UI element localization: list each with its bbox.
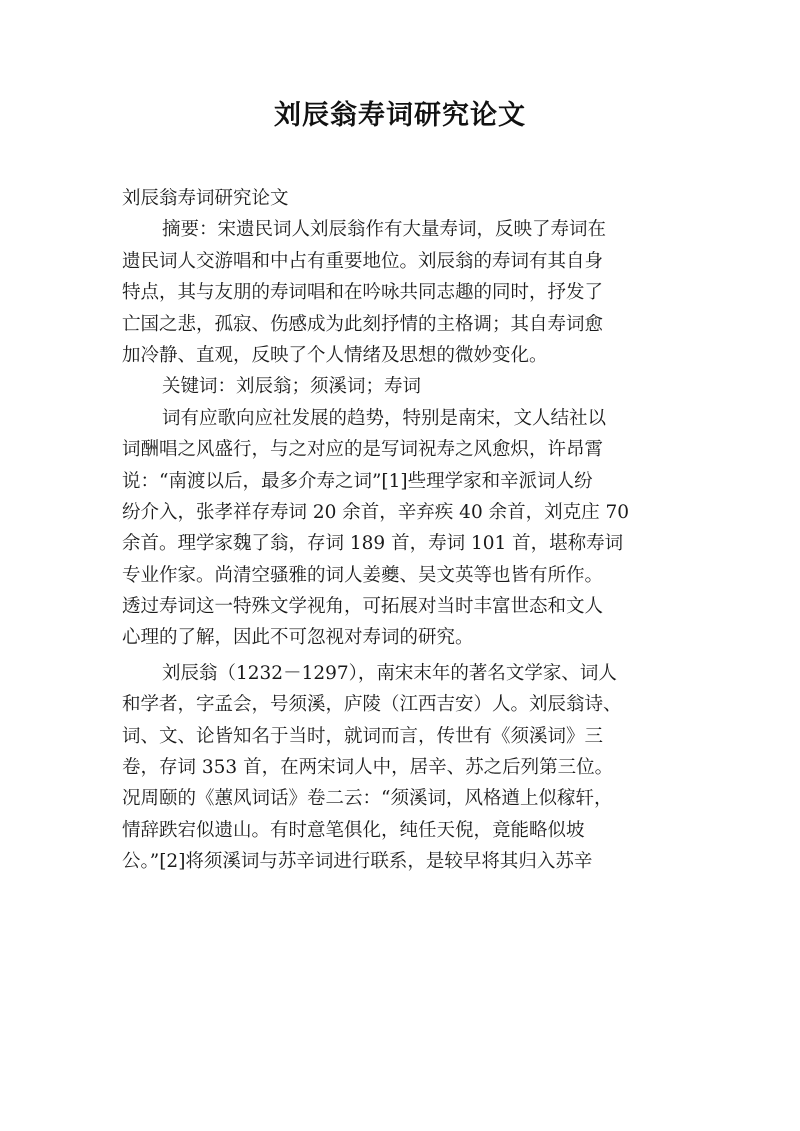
paragraph-line: 透过寿词这一特殊文学视角，可拓展对当时丰富世态和文人 (122, 596, 604, 618)
paragraph-line: 和学者，字孟会，号须溪，庐陵（江西吉安）人。刘辰翁诗、 (122, 694, 622, 716)
paragraph-line: 纷介入，张孝祥存寿词 20 余首，辛弃疾 40 余首，刘克庄 70 (122, 501, 630, 523)
paragraph-line: 词有应歌向应社发展的趋势，特别是南宋，文人结社以 (162, 407, 607, 429)
paragraph-line: 情辞跌宕似遗山。有时意笔俱化，纯任天倪，竟能略似坡 (122, 819, 585, 841)
abstract-line: 特点，其与友朋的寿词唱和在吟咏共同志趣的同时，抒发了 (122, 282, 604, 304)
paragraph-line: 专业作家。尚清空骚雅的词人姜夔、吴文英等也皆有所作。 (122, 564, 604, 586)
paragraph-line: 卷，存词 353 首，在两宋词人中，居辛、苏之后列第三位。 (122, 757, 614, 779)
paragraph-line: 刘辰翁（1232－1297），南宋末年的著名文学家、词人 (162, 662, 617, 684)
document-title: 刘辰翁寿词研究论文 (274, 100, 526, 131)
abstract-line: 摘要：宋遗民词人刘辰翁作有大量寿词，反映了寿词在 (162, 219, 607, 241)
keywords-line: 关键词：刘辰翁；须溪词；寿词 (162, 376, 422, 398)
abstract-line: 亡国之悲，孤寂、伤感成为此刻抒情的主格调；其自寿词愈 (122, 313, 604, 335)
paragraph-line: 公。”[2]将须溪词与苏辛词进行联系，是较早将其归入苏辛 (122, 851, 593, 873)
paragraph-line: 况周颐的《蕙风词话》卷二云：“须溪词，风格遒上似稼轩， (122, 788, 613, 810)
abstract-line: 遗民词人交游唱和中占有重要地位。刘辰翁的寿词有其自身 (122, 250, 604, 272)
document-body (122, 183, 690, 878)
paragraph-line: 说：“南渡以后，最多介寿之词”[1]些理学家和辛派词人纷 (122, 470, 593, 492)
paragraph-line: 余首。理学家魏了翁，存词 189 首，寿词 101 首，堪称寿词 (122, 533, 624, 555)
paragraph-line: 词、文、论皆知名于当时，就词而言，传世有《须溪词》三 (122, 725, 604, 747)
paragraph-line: 词酬唱之风盛行，与之对应的是写词祝寿之风愈炽，许昂霄 (122, 439, 604, 461)
abstract-line: 加冷静、直观，反映了个人情绪及思想的微妙变化。 (122, 344, 548, 366)
paragraph-line: 心理的了解，因此不可忽视对寿词的研究。 (122, 627, 474, 649)
subtitle-line: 刘辰翁寿词研究论文 (122, 188, 289, 209)
